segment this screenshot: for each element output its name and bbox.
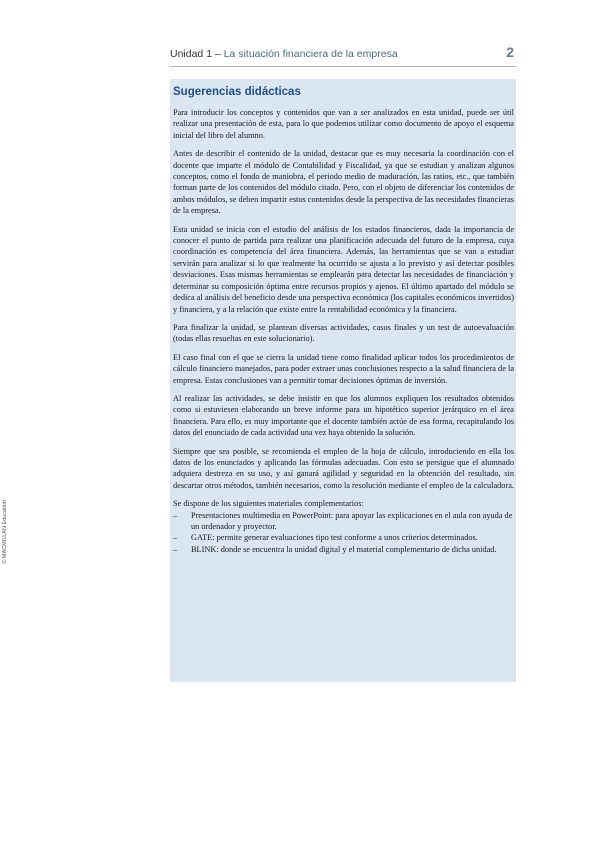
paragraph: Antes de describir el contenido de la unidad, destacar que es muy necesaria la coordinación con el docente que imparte el módulo de Contabilidad y Fiscalidad, ya que se estudian y analizan algunos conceptos, como el fondo de maniobra, el periodo medio de maduración, las ratios, etc., que también forman parte de los contenidos del módulo citado. Pero, con el objeto de diferenciar los contenidos de ambos módulos, se deben impartir estos contenidos desde la perspectiva de las necesidades financieras de la empresa.	[173, 149, 514, 216]
list-item	[173, 544, 514, 555]
dash-bullet: –	[173, 544, 178, 554]
copyright-text: © MACMILLAN Education	[2, 500, 8, 564]
panel-title: Sugerencias didácticas	[173, 86, 301, 98]
list-item-text: Presentaciones multimedia en PowerPoint: para apoyar las explicaciones en el aula con ayuda de un ordenador y proyector.	[191, 510, 513, 531]
page-header	[170, 44, 516, 67]
paragraph: Esta unidad se inicia con el estudio del análisis de los estados financieros, dada la importancia de conocer el punto de partida para realizar una planificación adecuada del futuro de la empresa, cuya coordinación es competencia del área financiera. Además, las herramientas que se van a estudiar servirán para analizar si lo que realmente ha ocurrido se ajusta a lo previsto y así detectar posibles desviaciones. Esas mismas herramientas se emplearán para detectar las necesidades de financiación y determinar su composición óptima entre recursos propios y ajenos. El último apartado del módulo se dedica al análisis del beneficio desde una perspectiva económica (los capitales económicos invertidos) y financiera, y a la relación que existe entre la rentabilidad económica y la financiera.	[173, 224, 514, 314]
materials-intro: Se dispone de los siguientes materiales complementarios:	[173, 499, 364, 509]
paragraph: Al realizar las actividades, se debe insistir en que los alumnos expliquen los resultados obtenidos como si estuviesen elaborando un breve informe para un hipotético superior jerárquico en el área financiera. Para ello, es muy importante que el docente también actúe de esa forma, recapitulando los datos del enunciado de cada actividad una vez haya obtenido la solución.	[173, 393, 514, 438]
list-item-text: BLINK: donde se encuentra la unidad digital y el material complementario de dicha unidad.	[191, 544, 497, 554]
paragraph: El caso final con el que se cierra la unidad tiene como finalidad aplicar todos los procedimientos de cálculo financiero manejados, para poder extraer unas conclusiones respecto a la salud financiera de la empresa. Estas conclusiones van a permitir tomar decisiones óptimas de inversión.	[173, 352, 514, 385]
running-title	[170, 48, 398, 60]
copyright-sidebar	[2, 400, 14, 564]
paragraph: Para introducir los conceptos y contenidos que van a ser analizados en esta unidad, puede ser útil realizar una presentación de esta, para lo que podemos utilizar como documento de apoyo el esquema inicial del libro del alumno.	[173, 108, 514, 140]
list-item	[173, 532, 514, 543]
unit-subject: La situación financiera de la empresa	[223, 48, 398, 60]
dash-bullet: –	[173, 533, 178, 543]
paragraph: Siempre que sea posible, se recomienda el empleo de la hoja de cálculo, introduciendo en ella los datos de los enunciados y aplicando las fórmulas adecuadas. Con esto se persigue que el alumnado adquiera destreza en su uso, y así ganará agilidad y seguridad en la obtención del resultado, sin descartar otros métodos, también necesarios, como la resolución mediante el empleo de la calculadora.	[173, 446, 514, 490]
paragraph: Para finalizar la unidad, se plantean diversas actividades, casos finales y un test de autoevaluación (todas ellas resueltas en este solucionario).	[173, 322, 514, 344]
list-item	[173, 510, 514, 533]
dash-bullet: –	[173, 510, 178, 520]
list-item-text: GATE: permite generar evaluaciones tipo test conforme a unos criterios determinados.	[191, 533, 478, 543]
didactic-suggestions-panel	[170, 79, 516, 682]
unit-label: Unidad 1	[170, 48, 213, 60]
title-separator: –	[214, 48, 221, 60]
materials-list	[173, 510, 514, 556]
page-number: 2	[506, 44, 514, 60]
